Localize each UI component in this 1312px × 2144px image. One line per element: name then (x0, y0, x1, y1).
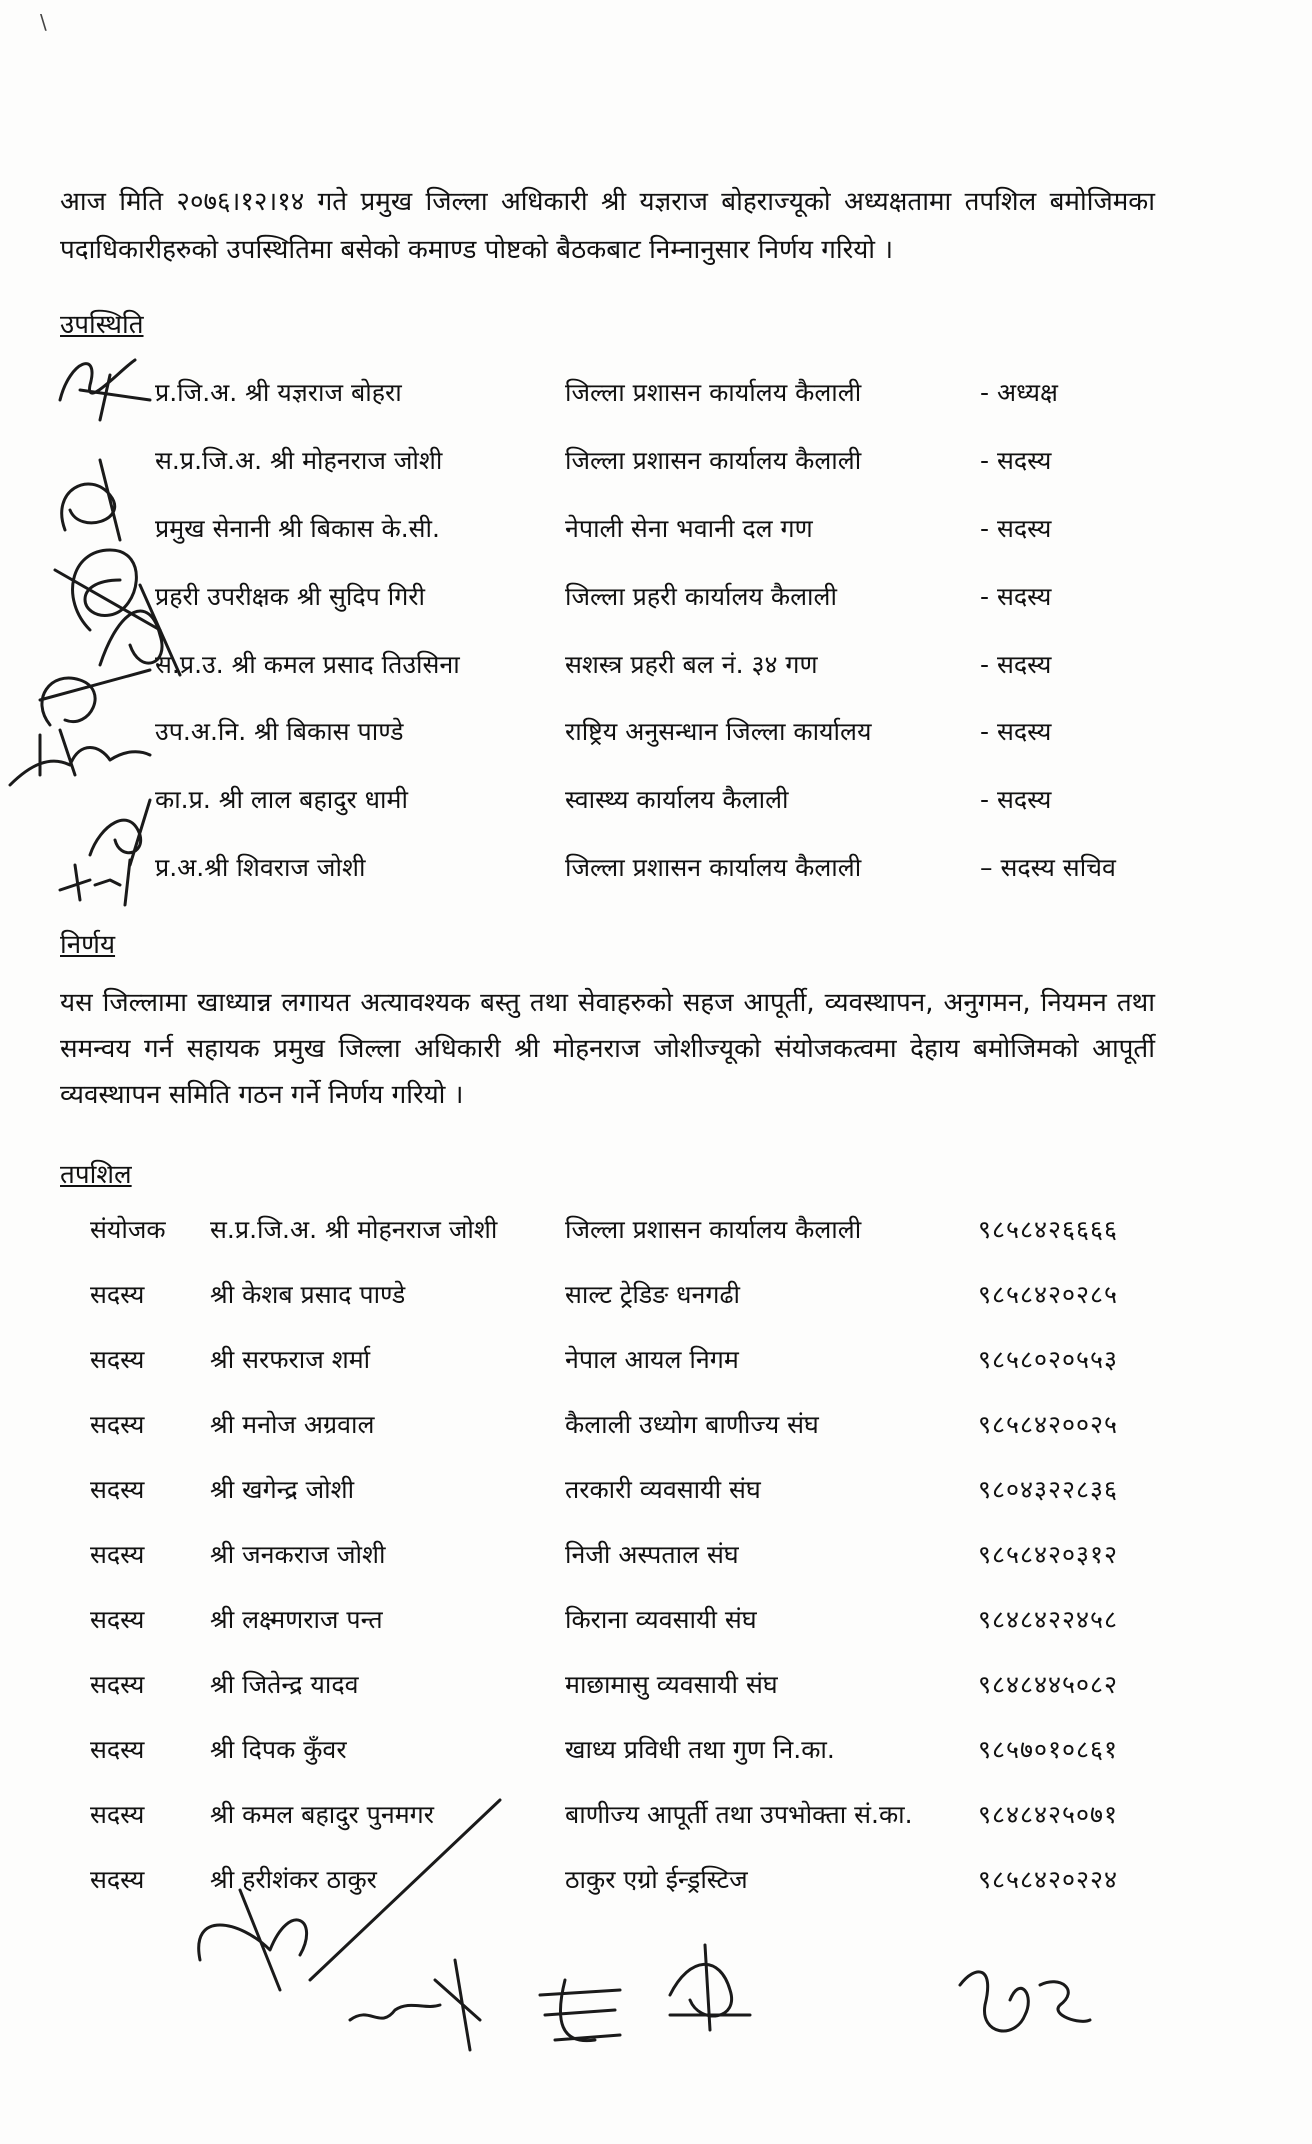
member-role: सदस्य (90, 1540, 145, 1569)
attendance-row (0, 647, 1312, 695)
member-role: सदस्य (90, 1345, 145, 1374)
attendance-row (0, 850, 1312, 898)
attendee-role: - सदस्य (980, 514, 1052, 543)
committee-row (0, 1212, 1312, 1260)
attendee-role: – सदस्य सचिव (980, 853, 1116, 882)
member-phone: ९८५८०२०५५३ (978, 1345, 1119, 1374)
member-phone: ९८४८४२२४५८ (978, 1605, 1119, 1634)
attendee-name: स.प्र.उ. श्री कमल प्रसाद तिउसिना (155, 650, 460, 679)
signature-12 (650, 1935, 760, 2045)
member-phone: ९८५८४२०३१२ (978, 1540, 1119, 1569)
attendee-office: जिल्ला प्रशासन कार्यालय कैलाली (565, 853, 862, 882)
attendee-role: - अध्यक्ष (980, 378, 1058, 407)
intro-paragraph: आज मिति २०७६।१२।१४ गते प्रमुख जिल्ला अधिकारी श्री यज्ञराज बोहराज्यूको अध्यक्षतामा तपशिल बमोजिमका पदाधिकारीहरुको उपस्थितिमा बसेको कमाण्ड पोष्टको बैठकबाट निम्नानुसार निर्णय गरियो । (60, 187, 1155, 265)
attendee-role: - सदस्य (980, 650, 1052, 679)
member-phone: ९८५८४२००२५ (978, 1410, 1119, 1439)
committee-row (0, 1732, 1312, 1780)
member-phone: ९८४८४२५०७१ (978, 1800, 1119, 1829)
attendee-name: उप.अ.नि. श्री बिकास पाण्डे (155, 717, 404, 746)
member-name: श्री खगेन्द्र जोशी (210, 1475, 355, 1504)
signature-11 (525, 1960, 635, 2060)
committee-row (0, 1407, 1312, 1455)
attendee-role: - सदस्य (980, 785, 1052, 814)
committee-row (0, 1797, 1312, 1845)
member-role: सदस्य (90, 1605, 145, 1634)
attendee-name: प्र.अ.श्री शिवराज जोशी (155, 853, 366, 882)
member-organization: बाणीज्य आपूर्ती तथा उपभोक्ता सं.का. (565, 1800, 913, 1829)
member-name: श्री मनोज अग्रवाल (210, 1410, 375, 1439)
attendee-name: स.प्र.जि.अ. श्री मोहनराज जोशी (155, 446, 443, 475)
member-role: सदस्य (90, 1735, 145, 1764)
attendance-row (0, 511, 1312, 559)
corner-mark: \ (40, 10, 47, 34)
attendance-row (0, 714, 1312, 762)
attendee-role: - सदस्य (980, 446, 1052, 475)
member-role: सदस्य (90, 1865, 145, 1894)
member-organization: साल्ट ट्रेडिङ धनगढी (565, 1280, 741, 1309)
attendee-office: जिल्ला प्रशासन कार्यालय कैलाली (565, 446, 862, 475)
attendance-row (0, 375, 1312, 423)
attendee-office: सशस्त्र प्रहरी बल नं. ३४ गण (565, 650, 818, 679)
attendee-name: प्रहरी उपरीक्षक श्री सुदिप गिरी (155, 582, 425, 611)
signature-13 (940, 1945, 1100, 2065)
committee-row (0, 1667, 1312, 1715)
committee-row (0, 1537, 1312, 1585)
member-role: सदस्य (90, 1410, 145, 1439)
attendee-name: प्रमुख सेनानी श्री बिकास के.सी. (155, 514, 440, 543)
member-role: सदस्य (90, 1280, 145, 1309)
decision-paragraph: यस जिल्लामा खाध्यान्न लगायत अत्यावश्यक बस्तु तथा सेवाहरुको सहज आपूर्ती, व्यवस्थापन, अनुगमन, नियमन तथा समन्वय गर्न सहायक प्रमुख जिल्ला अधिकारी श्री मोहनराज जोशीज्यूको संयोजकत्वमा देहाय बमोजिमको आपूर्ती व्यवस्थापन समिति गठन गर्ने निर्णय गरियो । (60, 988, 1155, 1110)
member-role: सदस्य (90, 1475, 145, 1504)
member-name: श्री केशब प्रसाद पाण्डे (210, 1280, 406, 1309)
member-role: संयोजक (90, 1215, 166, 1244)
decision-heading: निर्णय (60, 930, 116, 960)
attendee-office: राष्ट्रिय अनुसन्धान जिल्ला कार्यालय (565, 717, 872, 746)
member-role: सदस्य (90, 1670, 145, 1699)
member-phone: ९८०४३२२८३६ (978, 1475, 1119, 1504)
committee-row (0, 1862, 1312, 1910)
member-phone: ९८४८४४५०८२ (978, 1670, 1119, 1699)
member-name: श्री कमल बहादुर पुनमगर (210, 1800, 434, 1829)
committee-row (0, 1277, 1312, 1325)
member-organization: कैलाली उध्योग बाणीज्य संघ (565, 1410, 819, 1439)
committee-heading: तपशिल (60, 1160, 132, 1190)
attendee-name: का.प्र. श्री लाल बहादुर धामी (155, 785, 408, 814)
attendance-row (0, 782, 1312, 830)
signature-10 (340, 1950, 490, 2060)
committee-row (0, 1602, 1312, 1650)
member-phone: ९८५८४२०२८५ (978, 1280, 1119, 1309)
attendee-office: जिल्ला प्रशासन कार्यालय कैलाली (565, 378, 862, 407)
member-phone: ९८५७०१०८६१ (978, 1735, 1119, 1764)
member-name: श्री जितेन्द्र यादव (210, 1670, 359, 1699)
member-organization: तरकारी व्यवसायी संघ (565, 1475, 761, 1504)
member-organization: जिल्ला प्रशासन कार्यालय कैलाली (565, 1215, 862, 1244)
member-name: श्री दिपक कुँवर (210, 1735, 347, 1764)
attendee-role: - सदस्य (980, 717, 1052, 746)
member-organization: निजी अस्पताल संघ (565, 1540, 739, 1569)
attendance-row (0, 443, 1312, 491)
attendee-name: प्र.जि.अ. श्री यज्ञराज बोहरा (155, 378, 402, 407)
member-name: स.प्र.जि.अ. श्री मोहनराज जोशी (210, 1215, 498, 1244)
member-name: श्री हरीशंकर ठाकुर (210, 1865, 377, 1894)
attendee-role: - सदस्य (980, 582, 1052, 611)
attendance-row (0, 579, 1312, 627)
member-name: श्री लक्ष्मणराज पन्त (210, 1605, 383, 1634)
member-organization: ठाकुर एग्रो ईन्ड्रस्टिज (565, 1865, 748, 1894)
member-phone: ९८५८४२०२२४ (978, 1865, 1119, 1894)
member-organization: खाध्य प्रविधी तथा गुण नि.का. (565, 1735, 835, 1764)
attendee-office: नेपाली सेना भवानी दल गण (565, 514, 813, 543)
committee-row (0, 1472, 1312, 1520)
member-organization: किराना व्यवसायी संघ (565, 1605, 757, 1634)
committee-row (0, 1342, 1312, 1390)
attendee-office: जिल्ला प्रहरी कार्यालय कैलाली (565, 582, 837, 611)
member-organization: माछामासु व्यवसायी संघ (565, 1670, 778, 1699)
member-organization: नेपाल आयल निगम (565, 1345, 739, 1374)
member-phone: ९८५८४२६६६६ (978, 1215, 1119, 1244)
member-role: सदस्य (90, 1800, 145, 1829)
attendance-heading: उपस्थिति (60, 310, 144, 340)
member-name: श्री जनकराज जोशी (210, 1540, 386, 1569)
attendee-office: स्वास्थ्य कार्यालय कैलाली (565, 785, 789, 814)
member-name: श्री सरफराज शर्मा (210, 1345, 371, 1374)
